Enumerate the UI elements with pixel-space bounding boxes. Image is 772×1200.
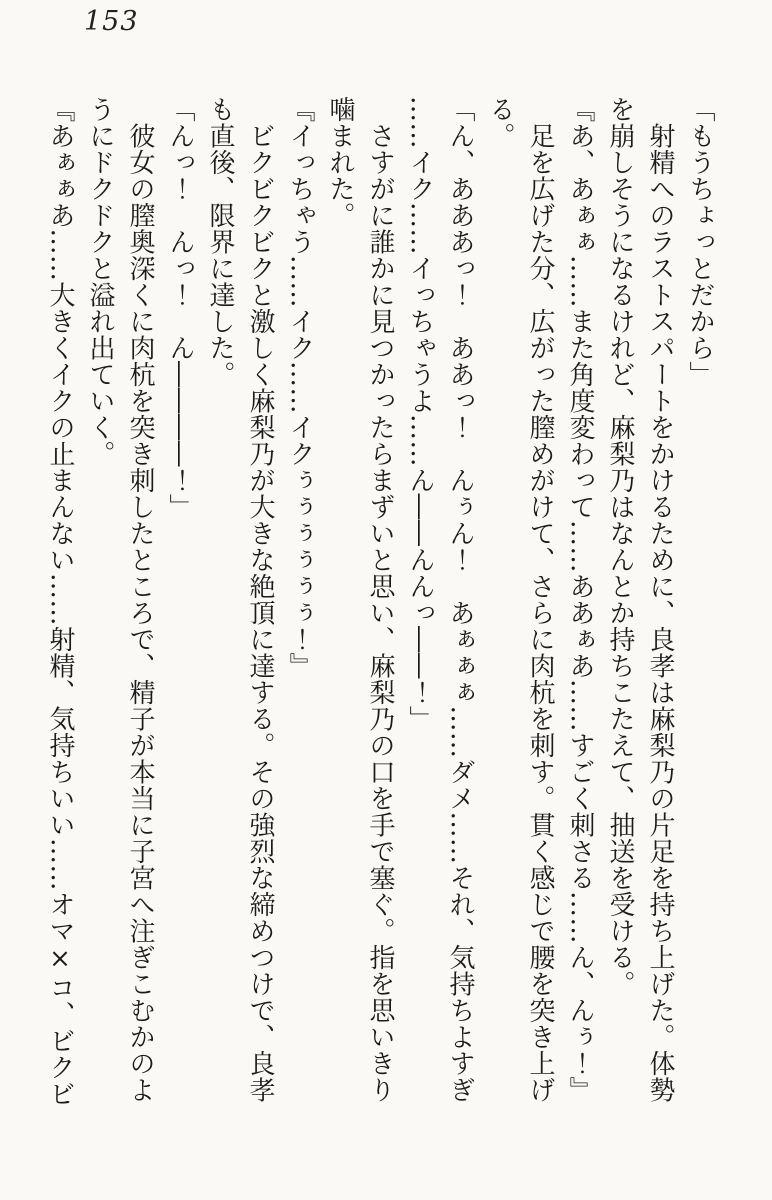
text-line: 噛まれた。 xyxy=(325,96,355,229)
page-number: 153 xyxy=(84,6,139,37)
text-line: を崩しそうになるけれど、麻梨乃はなんとか持ちこたえて、抽送を受ける。 xyxy=(605,96,635,997)
text-area xyxy=(40,96,720,1176)
text-line: も直後、限界に達した。 xyxy=(205,96,235,388)
text-line: 『イっちゃう……イク……イクぅぅぅぅぅぅ！』 xyxy=(285,96,315,679)
text-line: 射精へのラストスパートをかけるために、良孝は麻梨乃の片足を持ち上げた。体勢 xyxy=(645,96,675,1103)
text-line: 「んっ！ んっ！ ん――――！」 xyxy=(165,96,195,520)
text-line: 足を広げた分、広がった膣めがけて、さらに肉杭を刺す。貫く感じで腰を突き上げ xyxy=(525,96,555,1103)
text-line: 『あぁぁあ……大きくイクの止まんない……射精、気持ちいい……オマ×コ、ビクビ xyxy=(45,96,75,1107)
text-line: さすがに誰かに見つかったらまずいと思い、麻梨乃の口を手で塞ぐ。指を思いきり xyxy=(365,96,395,1103)
text-line: 「ん、あああっ！ ああっ！ んぅん！ あぁぁぁ……ダメ……それ、気持ちよすぎ xyxy=(445,96,475,1103)
text-line: 『あ、あぁぁ……また角度変わって……ああぁあ……すごく刺さる……ん、んぅ！』 xyxy=(565,96,595,1103)
text-line: 「もうちょっとだから」 xyxy=(685,96,715,388)
text-line: うにドクドクと溢れ出ていく。 xyxy=(85,96,115,467)
text-line: る。 xyxy=(485,96,515,149)
text-line: ……イク……イっちゃうよ……ん――んんっ――！」 xyxy=(405,96,435,732)
text-line: 彼女の膣奥深くに肉杭を突き刺したところで、精子が本当に子宮へ注ぎこむかのよ xyxy=(125,96,155,1103)
text-line: ビクビクビクと激しく麻梨乃が大きな絶頂に達する。その強烈な締めつけで、良孝 xyxy=(245,96,275,1103)
